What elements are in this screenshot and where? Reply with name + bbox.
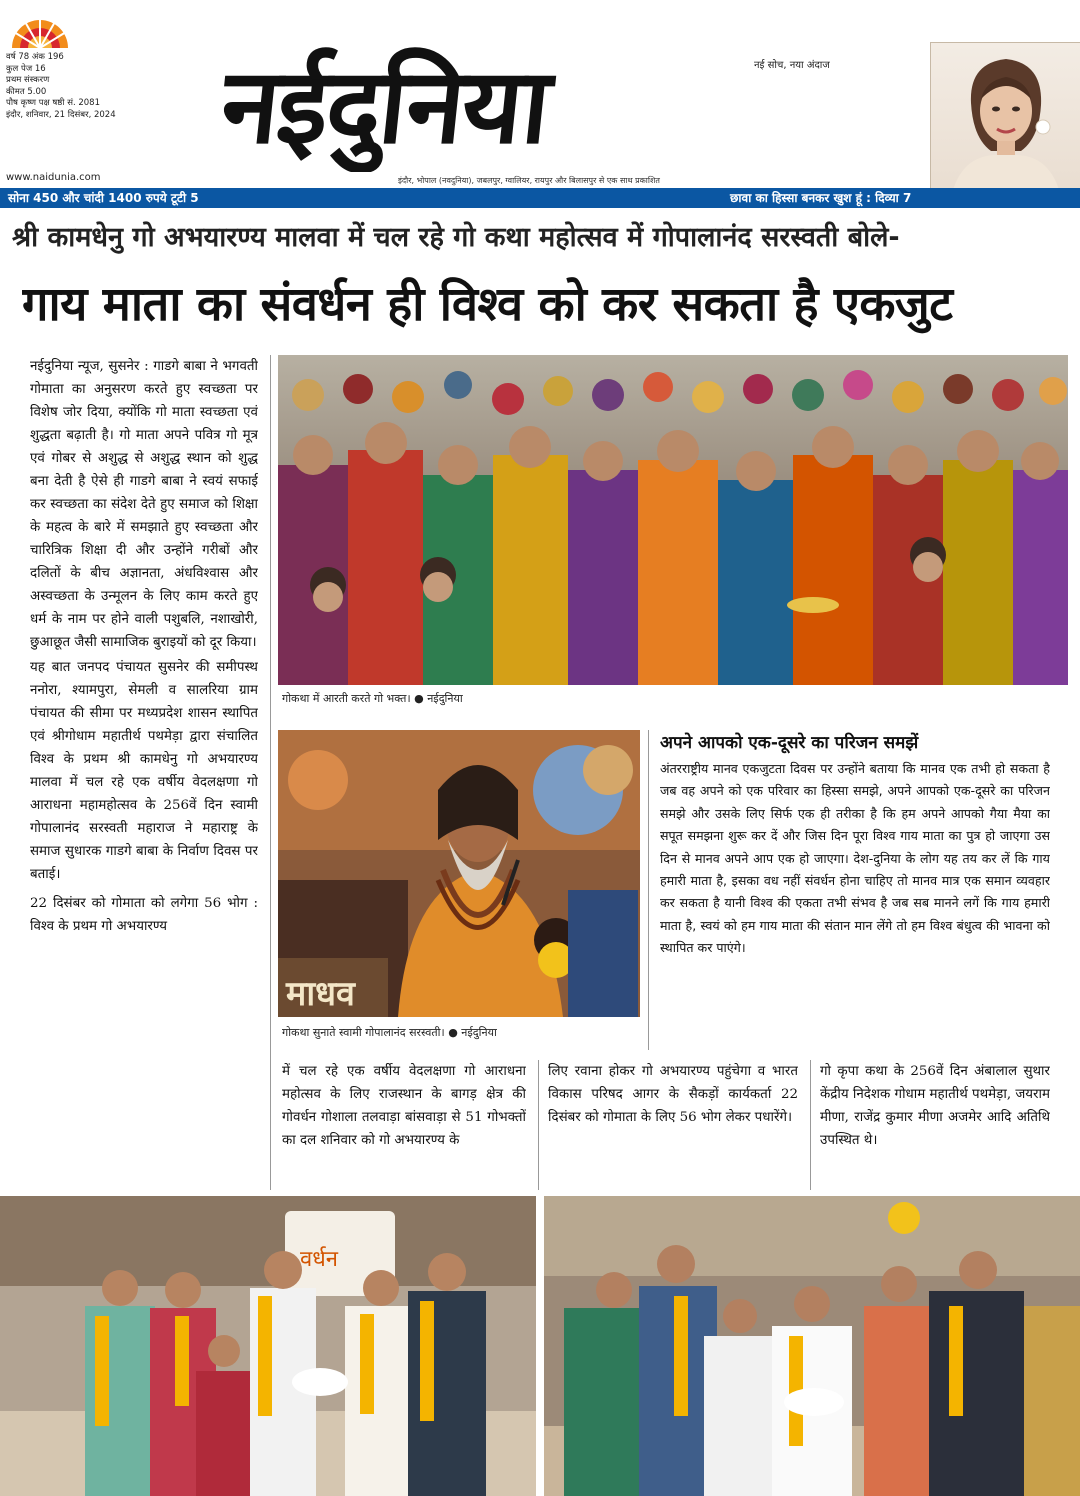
column-divider xyxy=(648,730,649,1050)
website-link[interactable]: www.naidunia.com xyxy=(6,172,101,183)
paragraph: यह बात जनपद पंचायत सुसनेर की समीपस्थ ननोरा, श्यामपुरा, सेमली व सालरिया ग्राम पंचायत की सीमा पर मध्यप्रदेश शासन स्थापित एवं श्रीगोधाम महातीर्थ पथमेड़ा द्वारा संचालित विश्व के प्रथम श्री कामधेनु गो अभयारण्य मालवा में चल रहे एक वर्षीय वेदलक्षणा गो आराधना महामहोत्सव के 256वें दिन स्वामी गोपालानंद सरस्वती महाराज ने महाराष्ट्र के समाज सुधारक गाडगे बाबा के निर्वाण दिवस पर बताई। xyxy=(30,660,258,882)
paragraph: नईदुनिया न्यूज, सुसनेर : गाडगे बाबा ने भगवती गोमाता का अनुसरण करते हुए स्वच्छता पर विशेष जोर दिया, क्योंकि गो माता स्वच्छता एवं शुद्धता बढ़ाती है। गो माता अपने पवित्र गो मूत्र एवं गोबर से अशुद्ध से अशुद्ध स्थान को शुद्ध बना देती है ऐसे ही गाडगे बाबा ने स्वयं सफाई कर स्वच्छता का संदेश देते हुए समाज को शिक्षा के महत्व के बारे में समझाते हुए स्वच्छता और चारित्रिक शिक्षा दी और उन्होंने गरीबों और दलितों के बीच अज्ञानता, अंधविश्वास और अस्वच्छता के उन्मूलन के लिए काम करते हुए धर्म के नाम पर होने वाली पशुबलि, नशाखोरी, छुआछूत जैसी सामाजिक बुराइयों को दूर किया। xyxy=(30,359,258,650)
meta-line: पौष कृष्ण पक्ष षष्ठी सं. 2081 xyxy=(6,98,100,108)
column-divider xyxy=(270,355,271,1190)
newspaper-title: नईदुनिया xyxy=(215,45,555,167)
madhav-sign: माधव xyxy=(286,974,355,1014)
article-column-2: में चल रहे एक वर्षीय वेदलक्षणा गो आराधना महोत्सव के लिए राजस्थान के बागड़ क्षेत्र की गोवर्धन गोशाला तलवाड़ा बांसवाड़ा से 51 गोभक्तों का दल शनिवार को गो अभयारण्य के xyxy=(282,1064,526,1148)
photo-caption-1: गोकथा में आरती करते गो भक्त। ● नईदुनिया xyxy=(282,692,463,705)
felicitation-illustration-2 xyxy=(544,1196,1080,1496)
celebrity-portrait xyxy=(930,42,1080,198)
felicitation-photo-2 xyxy=(544,1196,1080,1496)
meta-line: वर्ष 78 अंक 196 xyxy=(6,52,64,62)
kicker-headline: श्री कामधेनु गो अभयारण्य मालवा में चल रहे गो कथा महोत्सव में गोपालानंद सरस्वती बोले- xyxy=(12,222,900,253)
edition-meta xyxy=(6,52,166,121)
speaker-photo xyxy=(278,730,640,1017)
box-text: अंतरराष्ट्रीय मानव एकजुटता दिवस पर उन्होंने बताया कि मानव एक तभी हो सकता है जब वह अपने को एक परिवार का हिस्सा समझे, अपने आपको एक-दूसरे का परिजन समझे और उसके लिए सिर्फ एक ही तरीका है कि हम अपने आपको गैया मैया का सपूत समझना शुरू कर दें और जिस दिन पूरा विश्व गाय माता का पुत्र हो जाएगा उस दिन से मानव अपने आप एक हो जाएगा। देश-दुनिया के लोग यह तय कर लें कि गाय हमारी माता है, इसका वध नहीं संवर्धन होना चाहिए तो मानव मात्र एक समान व्यवहार कर सकता है यानी विश्व की एकता तभी संभव है जब सब मानने लगें कि गाय हमारी माता है, स्वयं को हम गाय माता की संतान मान लेंगे तो हम विश्व बंधुत्व की भावना को स्थापित कर पाएंगे। xyxy=(660,761,1050,956)
photo-caption-2: गोकथा सुनाते स्वामी गोपालानंद सरस्वती। ● नईदुनिया xyxy=(282,1026,497,1039)
meta-line: कीमत 5.00 xyxy=(6,86,47,97)
column-divider xyxy=(810,1060,811,1190)
crowd-photo xyxy=(278,355,1068,685)
ribbon-left-link[interactable]: सोना 450 और चांदी 1400 रुपये टूटी 5 xyxy=(8,191,199,205)
felicitation-photo-1 xyxy=(0,1196,536,1496)
meta-line: कुल पेज 16 xyxy=(6,63,46,74)
tagline: नई सोच, नया अंदाज xyxy=(754,60,830,71)
box-title: अपने आपको एक-दूसरे का परिजन समझें xyxy=(660,733,919,753)
ribbon-right-link[interactable]: छावा का हिस्सा बनकर खुश हूं : दिव्या 7 xyxy=(730,191,912,205)
article-column-4: गो कृपा कथा के 256वें दिन अंबालाल सुथार केंद्रीय निदेशक गोधाम महातीर्थ पथमेड़ा, जयराम मीणा, राजेंद्र कुमार मीणा अजमेर आदि अतिथि उपस्थित थे। xyxy=(820,1064,1050,1148)
felicitation-illustration-1 xyxy=(0,1196,536,1496)
banner-text: वर्धन xyxy=(300,1247,338,1272)
meta-line: इंदौर, शनिवार, 21 दिसंबर, 2024 xyxy=(6,109,116,120)
subheading: 22 दिसंबर को गोमाता को लगेगा 56 भोग : विश्व के प्रथम गो अभयारण्य xyxy=(30,896,258,934)
main-headline: गाय माता का संवर्धन ही विश्व को कर सकता है एकजुट xyxy=(22,277,953,332)
meta-line: प्रथम संस्करण xyxy=(6,75,50,85)
article-column-1 xyxy=(30,355,258,1190)
crowd-illustration xyxy=(278,355,1068,685)
editions-line: इंदौर, भोपाल (नवदुनिया), जबलपुर, ग्वालियर, रायपुर और बिलासपुर से एक साथ प्रकाशित xyxy=(398,176,660,185)
portrait-illustration xyxy=(931,43,1080,197)
column-divider xyxy=(538,1060,539,1190)
sun-logo-icon xyxy=(8,10,72,50)
article-column-3: लिए रवाना होकर गो अभयारण्य पहुंचेगा व भारत विकास परिषद आगर के सैकड़ों कार्यकर्ता 22 दिसंबर को गोमाता के लिए 56 भोग लेकर पधारेंगे। xyxy=(548,1064,798,1125)
top-ribbon xyxy=(0,188,1080,208)
speaker-illustration xyxy=(278,730,640,1017)
